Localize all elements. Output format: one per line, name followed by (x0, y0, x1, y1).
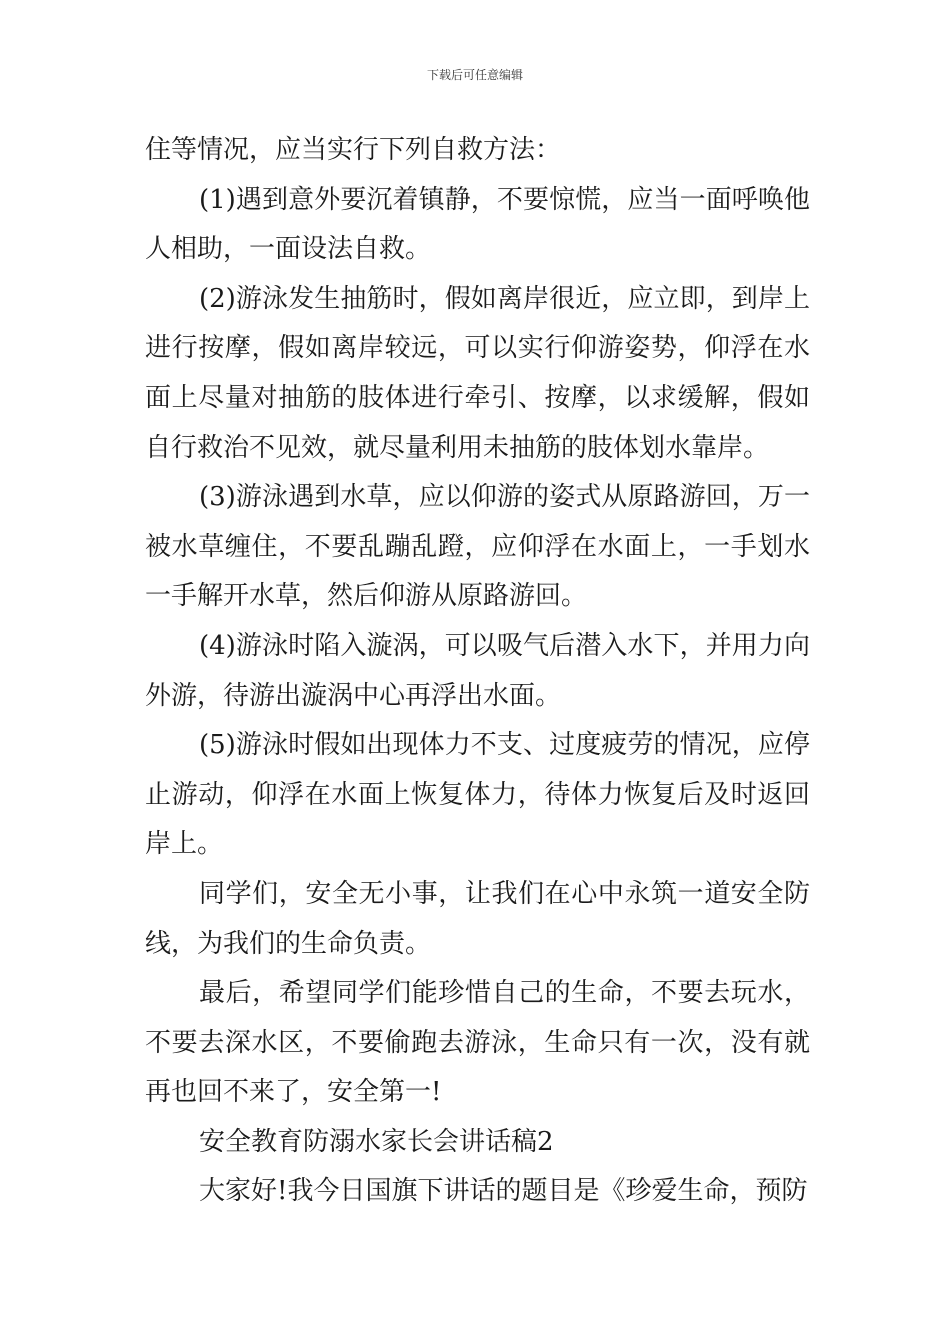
paragraph-continuation: 住等情况，应当实行下列自救方法： (145, 135, 562, 165)
paragraph-item-2: (2)游泳发生抽筋时，假如离岸很近，应立即，到岸上进行按摩，假如离岸较远，可以实行仰游姿势，仰浮在水面上尽量对抽筋的肢体进行牵引、按摩，以求缓解，假如自行救治不见效，就尽量利用未抽筋的肢体划水靠岸。 (145, 283, 810, 463)
paragraph-item-3: (3)游泳遇到水草，应以仰游的姿式从原路游回，万一被水草缠住，不要乱蹦乱蹬，应仰浮在水面上，一手划水一手解开水草，然后仰游从原路游回。 (145, 482, 810, 612)
paragraph-item-5: (5)游泳时假如出现体力不支、过度疲劳的情况，应停止游动，仰浮在水面上恢复体力，待体力恢复后及时返回岸上。 (145, 730, 810, 860)
paragraph-item-1: (1)遇到意外要沉着镇静，不要惊慌，应当一面呼唤他人相助，一面设法自救。 (145, 184, 810, 265)
document-body (145, 126, 810, 1217)
paragraph-closing-1: 同学们，安全无小事，让我们在心中永筑一道安全防线，为我们的生命负责。 (145, 878, 810, 959)
paragraph-item-4: (4)游泳时陷入漩涡，可以吸气后潜入水下，并用力向外游，待游出漩涡中心再浮出水面。 (145, 630, 810, 711)
page-header: 下载后可任意编辑 (426, 68, 523, 82)
section-title: 安全教育防溺水家长会讲话稿2 (199, 1126, 554, 1157)
paragraph-closing-2: 最后，希望同学们能珍惜自己的生命，不要去玩水，不要去深水区，不要偷跑去游泳，生命只有一次，没有就再也回不来了，安全第一! (145, 978, 810, 1108)
paragraph-speech-opening: 大家好!我今日国旗下讲话的题目是《珍爱生命，预防 (199, 1176, 808, 1207)
